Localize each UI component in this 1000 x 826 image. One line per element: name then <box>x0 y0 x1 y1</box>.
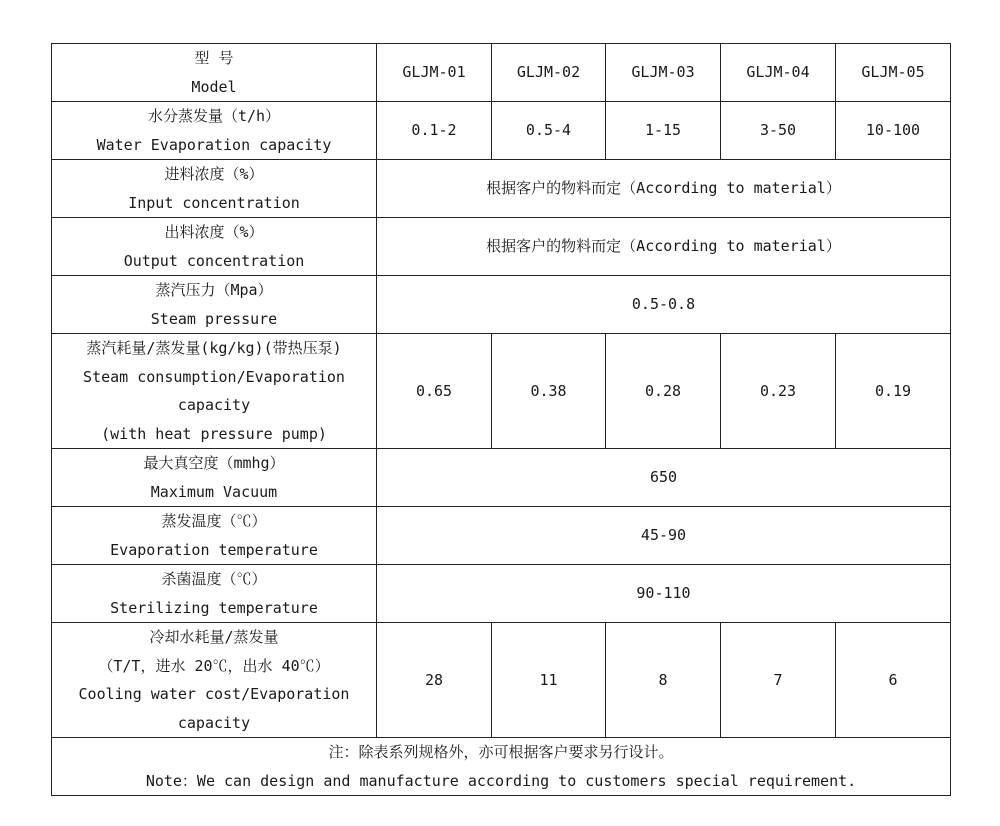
model-name: GLJM-02 <box>492 44 606 102</box>
cooling-water-value: 28 <box>377 623 492 738</box>
steam-consumption-label <box>52 334 377 449</box>
param-label-en: Water Evaporation capacity <box>96 135 332 154</box>
evaporation-temperature-label <box>52 507 377 565</box>
param-label-en: (with heat pressure pump) <box>101 424 327 443</box>
param-label-en: Steam pressure <box>150 309 278 328</box>
header-row <box>52 44 951 102</box>
cooling-water-label <box>52 623 377 738</box>
param-label-en: capacity <box>177 713 251 732</box>
model-name: GLJM-04 <box>721 44 836 102</box>
output-concentration-row <box>52 218 951 276</box>
param-label-zh: 水分蒸发量（t/h） <box>147 107 281 125</box>
cooling-water-value: 7 <box>721 623 836 738</box>
model-label-en: Model <box>191 77 237 96</box>
model-name: GLJM-05 <box>836 44 951 102</box>
model-name: GLJM-01 <box>377 44 492 102</box>
evaporation-value: 0.1-2 <box>377 102 492 160</box>
evaporation-temperature-row <box>52 507 951 565</box>
param-label-zh: 蒸汽压力（Mpa） <box>155 281 273 299</box>
note-cell <box>52 738 951 796</box>
param-label-zh: 最大真空度（mmhg） <box>143 454 285 472</box>
param-label-zh: 出料浓度（%） <box>164 223 264 241</box>
param-label-zh: （T/T，进水 20℃，出水 40℃） <box>98 656 330 675</box>
model-label-zh: 型 号 <box>194 49 234 67</box>
param-label-en: Maximum Vacuum <box>150 482 278 501</box>
output-concentration-value: 根据客户的物料而定（According to material） <box>377 218 951 276</box>
param-label-en: Sterilizing temperature <box>110 598 318 617</box>
param-label-en: Cooling water cost/Evaporation <box>78 685 350 703</box>
model-name: GLJM-03 <box>606 44 721 102</box>
input-concentration-value: 根据客户的物料而定（According to material） <box>377 160 951 218</box>
cooling-water-value: 6 <box>836 623 951 738</box>
max-vacuum-label <box>52 449 377 507</box>
sterilizing-temperature-row <box>52 565 951 623</box>
steam-consumption-value: 0.38 <box>492 334 606 449</box>
max-vacuum-row <box>52 449 951 507</box>
cooling-water-value: 11 <box>492 623 606 738</box>
evaporation-temperature-value: 45-90 <box>377 507 951 565</box>
input-concentration-row <box>52 160 951 218</box>
evaporation-value: 1-15 <box>606 102 721 160</box>
spec-sheet <box>51 43 951 796</box>
steam-pressure-label <box>52 276 377 334</box>
param-label-zh: 进料浓度（%） <box>164 165 264 183</box>
output-concentration-label <box>52 218 377 276</box>
param-label-zh: 冷却水耗量/蒸发量 <box>149 628 279 646</box>
param-label-en: Steam consumption/Evaporation <box>83 367 345 386</box>
evaporation-capacity-label <box>52 102 377 160</box>
steam-consumption-value: 0.23 <box>721 334 836 449</box>
note-row <box>52 738 951 796</box>
sterilizing-temperature-value: 90-110 <box>377 565 951 623</box>
note-en: Note：We can design and manufacture according to customers special requirement. <box>145 771 857 790</box>
max-vacuum-value: 650 <box>377 449 951 507</box>
param-label-zh: 蒸汽耗量/蒸发量(kg/kg)(带热压泵) <box>86 339 342 357</box>
steam-consumption-value: 0.65 <box>377 334 492 449</box>
steam-consumption-row <box>52 334 951 449</box>
cooling-water-row <box>52 623 951 738</box>
steam-consumption-value: 0.28 <box>606 334 721 449</box>
evaporation-value: 3-50 <box>721 102 836 160</box>
steam-pressure-value: 0.5-0.8 <box>377 276 951 334</box>
evaporation-capacity-row <box>52 102 951 160</box>
param-label-en: Evaporation temperature <box>110 540 318 559</box>
note-zh: 注：除表系列规格外，亦可根据客户要求另行设计。 <box>328 743 674 761</box>
evaporation-value: 0.5-4 <box>492 102 606 160</box>
steam-pressure-row <box>52 276 951 334</box>
param-label-en: capacity <box>177 396 251 414</box>
model-label-cell <box>52 44 377 102</box>
param-label-en: Input concentration <box>128 193 300 212</box>
param-label-en: Output concentration <box>123 251 305 270</box>
cooling-water-value: 8 <box>606 623 721 738</box>
steam-consumption-value: 0.19 <box>836 334 951 449</box>
input-concentration-label <box>52 160 377 218</box>
evaporation-value: 10-100 <box>836 102 951 160</box>
param-label-zh: 蒸发温度（℃） <box>161 512 267 530</box>
param-label-zh: 杀菌温度（℃） <box>161 570 267 588</box>
specification-table <box>51 43 951 796</box>
sterilizing-temperature-label <box>52 565 377 623</box>
